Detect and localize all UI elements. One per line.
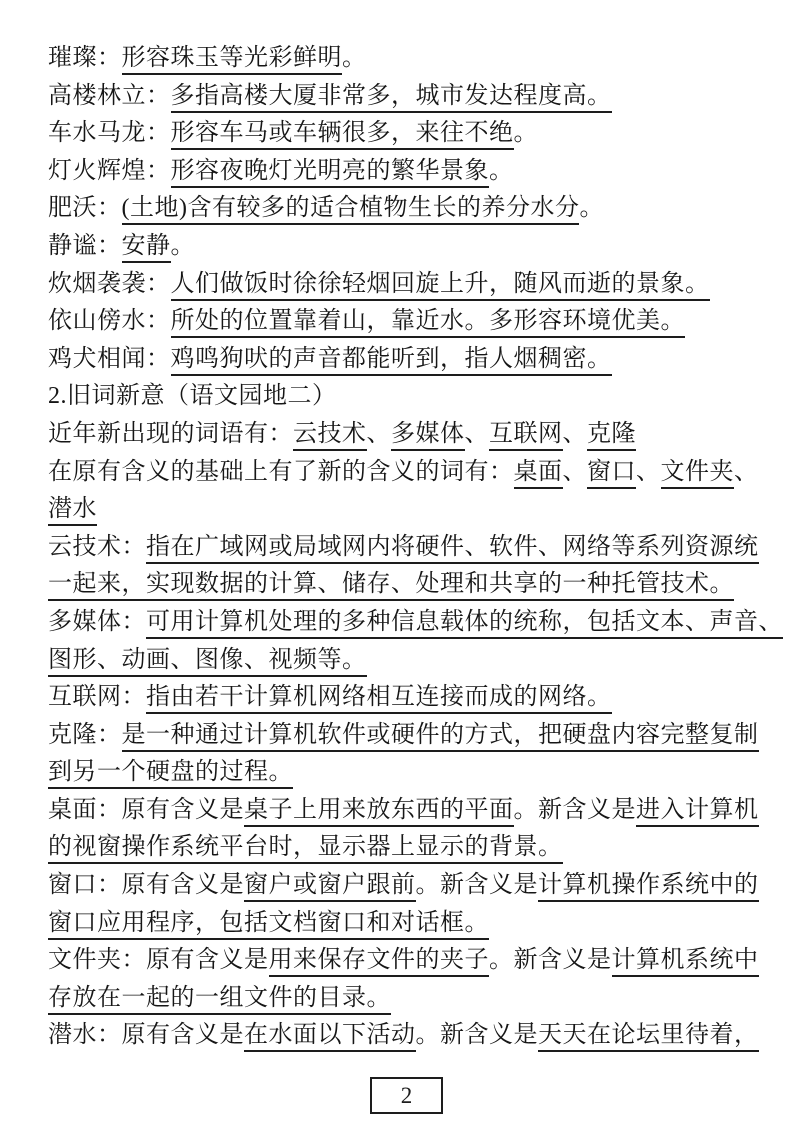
text-line [48, 980, 762, 1018]
text-line [48, 491, 762, 529]
underlined-text-segment: 是一种通过计算机软件或硬件的方式，把硬盘内容完整复制 [122, 722, 759, 752]
underlined-text-segment: 桌子上用来放东西的平面 [244, 797, 514, 827]
page-number: 2 [400, 1082, 413, 1108]
text-line [48, 416, 762, 454]
underlined-text-segment: 的视窗操作系统平台时，显示器上显示的背景。 [48, 834, 563, 864]
text-line [48, 266, 762, 304]
underlined-text-segment: 人们做饭时徐徐轻烟回旋上升，随风而逝的景象。 [171, 271, 710, 301]
text-line [48, 679, 762, 717]
text-segment: 。新含义是 [513, 796, 636, 823]
text-line [48, 153, 762, 191]
text-line [48, 604, 783, 642]
text-line [48, 792, 762, 830]
text-segment: 桌面：原有含义是 [48, 796, 244, 823]
text-segment: 窗口：原有含义是 [48, 872, 244, 899]
underlined-text-segment: 窗户或窗户跟前 [244, 872, 416, 902]
text-segment: 、 [562, 420, 587, 447]
text-segment: 多媒体： [48, 608, 146, 635]
underlined-text-segment: 进入计算机 [636, 797, 759, 827]
underlined-text-segment: 互联网 [489, 421, 563, 451]
text-segment: 、 [464, 420, 489, 447]
text-line [48, 228, 762, 266]
text-segment: 克隆： [48, 721, 122, 748]
text-segment: 车水马龙： [48, 120, 171, 147]
text-segment: 。 [579, 195, 604, 222]
underlined-text-segment: 到另一个硬盘的过程。 [48, 759, 293, 789]
underlined-text-segment: 多指高楼大厦非常多，城市发达程度高。 [171, 83, 612, 113]
underlined-text-segment: 用来保存文件的夹子 [269, 947, 490, 977]
text-segment: 高楼林立： [48, 82, 171, 109]
text-segment: 在原有含义的基础上有了新的含义的词有： [48, 458, 514, 485]
text-segment: 近年新出现的词语有： [48, 420, 293, 447]
text-line [48, 378, 762, 416]
text-line [48, 717, 762, 755]
text-line [48, 341, 762, 379]
underlined-text-segment: 多媒体 [391, 421, 465, 451]
text-line [48, 566, 762, 604]
text-segment: 肥沃： [48, 195, 122, 222]
text-segment: 灯火辉煌： [48, 157, 171, 184]
page-number-box [370, 1077, 443, 1114]
underlined-text-segment: 形容珠玉等光彩鲜明 [122, 45, 343, 75]
text-line [48, 529, 762, 567]
text-segment: 、 [636, 458, 661, 485]
text-segment: 炊烟袭袭： [48, 270, 171, 297]
underlined-text-segment: 安静 [122, 233, 171, 263]
text-content [48, 40, 783, 1055]
text-line [48, 78, 762, 116]
underlined-text-segment: 可用计算机处理的多种信息载体的统称，包括文本、声音、 [146, 609, 783, 639]
text-line [48, 867, 762, 905]
underlined-text-segment: (土地)含有较多的适合植物生长的养分水分 [122, 195, 580, 225]
underlined-text-segment: 克隆 [587, 421, 636, 451]
text-segment: 鸡犬相闻： [48, 345, 171, 372]
underlined-text-segment: 形容车马或车辆很多，来往不绝 [171, 120, 514, 150]
text-segment: 文件夹：原有含义是 [48, 947, 269, 974]
underlined-text-segment: 窗口应用程序，包括文档窗口和对话框。 [48, 910, 489, 940]
text-segment: 2.旧词新意（语文园地二） [48, 383, 337, 410]
text-segment: 。 [489, 157, 514, 184]
text-segment: 依山傍水： [48, 308, 171, 335]
underlined-text-segment: 存放在一起的一组文件的目录。 [48, 985, 391, 1015]
underlined-text-segment: 云技术 [293, 421, 367, 451]
text-segment: 。 [342, 45, 367, 71]
text-line [48, 303, 762, 341]
text-segment: 潜水：原有含义是 [48, 1022, 244, 1049]
text-line [48, 829, 762, 867]
text-line [48, 905, 762, 943]
underlined-text-segment: 所处的位置靠着山，靠近水。多形容环境优美。 [171, 308, 686, 338]
underlined-text-segment: 在水面以下活动 [244, 1022, 416, 1052]
text-segment: 璀璨： [48, 45, 122, 71]
text-segment: 。 [513, 120, 538, 147]
underlined-text-segment: 指在广域网或局域网内将硬件、软件、网络等系列资源统 [146, 534, 759, 564]
underlined-text-segment: 窗口 [587, 459, 636, 489]
text-line [48, 754, 762, 792]
text-line [48, 190, 762, 228]
text-segment: 云技术： [48, 533, 146, 560]
underlined-text-segment: 计算机操作系统中的 [538, 872, 759, 902]
text-line [48, 642, 762, 680]
text-segment: 。新含义是 [489, 947, 612, 974]
text-segment: 。新含义是 [415, 872, 538, 899]
text-line [48, 942, 762, 980]
text-segment: 。新含义是 [415, 1022, 538, 1049]
text-line [48, 115, 762, 153]
underlined-text-segment: 图形、动画、图像、视频等。 [48, 647, 367, 677]
text-line [48, 40, 762, 78]
underlined-text-segment: 文件夹 [661, 459, 735, 489]
underlined-text-segment: 桌面 [514, 459, 563, 489]
text-segment: 。 [170, 232, 195, 259]
text-line [48, 1017, 762, 1055]
text-segment: 互联网： [48, 684, 146, 711]
underlined-text-segment: 形容夜晚灯光明亮的繁华景象 [171, 158, 490, 188]
underlined-text-segment: 一起来，实现数据的计算、储存、处理和共享的一种托管技术。 [48, 571, 734, 601]
text-segment: 、 [734, 458, 759, 485]
text-segment: 静谧： [48, 232, 122, 259]
text-segment: 、 [366, 420, 391, 447]
underlined-text-segment: 鸡鸣狗吠的声音都能听到，指人烟稠密。 [171, 346, 612, 376]
underlined-text-segment: 天天在论坛里待着， [538, 1022, 759, 1052]
underlined-text-segment: 指由若干计算机网络相互连接而成的网络。 [146, 684, 612, 714]
text-segment: 、 [562, 458, 587, 485]
text-line [48, 454, 762, 492]
underlined-text-segment: 计算机系统中 [612, 947, 759, 977]
underlined-text-segment: 潜水 [48, 496, 97, 526]
